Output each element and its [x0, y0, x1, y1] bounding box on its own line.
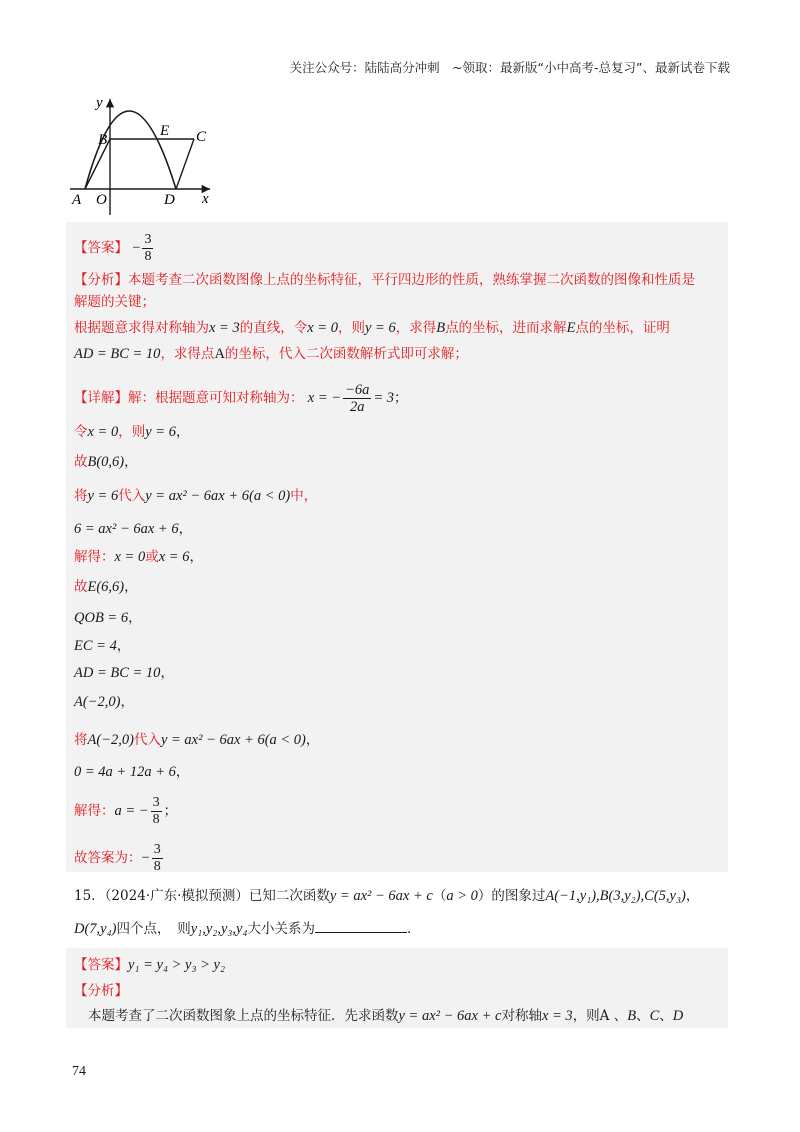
analysis14-line2: 解题的关键； [74, 294, 155, 310]
detail14-step11: 将A(−2,0)代入y = ax² − 6ax + 6(a < 0)， [74, 732, 320, 748]
analysis14-line4: AD = BC = 10，求得点A的坐标，代入二次函数解析式即可求解； [74, 346, 468, 362]
q15-line1: 15．（2024·广东·模拟预测）已知二次函数y = ax² − 6ax + c（a > 0）的图象过A(−1,y₁),B(3,y₂),C(5,y₃)， [74, 888, 700, 904]
label-D: D [164, 192, 175, 208]
detail14-step12: 0 = 4a + 12a + 6， [74, 764, 190, 780]
label-E: E [160, 123, 170, 139]
detail14-step3: 将y = 6代入y = ax² − 6ax + 6(a < 0)中， [74, 488, 318, 504]
analysis15-line1: 本题考查了二次函数图象上点的坐标特征．先求函数y = ax² − 6ax + c对称轴x = 3，则A 、B、C、D [88, 1008, 684, 1024]
detail14-step5: 解得：x = 0或x = 6， [74, 549, 203, 565]
parabola-diagram [68, 93, 218, 223]
label-O: O [96, 192, 107, 208]
parabola-figure [68, 93, 218, 223]
answer14-line [74, 232, 155, 265]
detail14-step6: 故E(6,6)， [74, 579, 138, 595]
answer15-line: 【答案】y₁ = y₄ > y₃ > y₂ [74, 957, 226, 973]
detail14-step4: 6 = ax² − 6ax + 6， [74, 521, 193, 537]
label-A: A [72, 192, 82, 208]
detail14-step7: QOB = 6， [74, 610, 142, 626]
detail14-step8: EC = 4， [74, 638, 131, 654]
analysis14-line3: 根据题意求得对称轴为x = 3的直线，令x = 0，则y = 6，求得B点的坐标，进而求解E点的坐标，证明 [74, 320, 670, 336]
label-B: B [98, 132, 108, 148]
analysis14-line1: 【分析】本题考查二次函数图像上点的坐标特征，平行四边形的性质，熟练掌握二次函数的图像和性质是 [74, 272, 695, 288]
label-y: y [96, 95, 103, 111]
answer-tag: 【答案】 [74, 240, 128, 256]
q15-line2: D(7,y₄)四个点， 则y₁,y₂,y₃,y₄大小关系为 ． [74, 918, 421, 939]
page-number: 74 [72, 1064, 86, 1079]
detail14-step9: AD = BC = 10， [74, 665, 174, 681]
label-C: C [196, 129, 207, 145]
analysis15-tag: 【分析】 [74, 983, 128, 999]
detail14-step1: 令x = 0，则y = 6， [74, 424, 190, 440]
answer-fraction: $\frac{3}{8}$ [144, 232, 152, 264]
detail14-line1: 【详解】解：根据题意可知对称轴为： x = − $\frac{-6a}{2a}$ = 3； [74, 382, 408, 415]
detail14-step13: 解得：a = − $\frac{3}{8}$ ； [74, 795, 178, 827]
detail14-step10: A(−2,0)， [74, 694, 134, 710]
page-header: 关注公众号：陆陆高分冲刺 ~领取：最新版“小中高考-总复习”、最新试卷下载 [289, 60, 730, 75]
answer-sign: − [132, 240, 141, 256]
detail14-step2: 故B(0,6)， [74, 454, 138, 470]
answer-blank [315, 918, 407, 933]
label-x: x [202, 191, 209, 207]
detail14-step14: 故答案为：− $\frac{3}{8}$ [74, 842, 161, 874]
